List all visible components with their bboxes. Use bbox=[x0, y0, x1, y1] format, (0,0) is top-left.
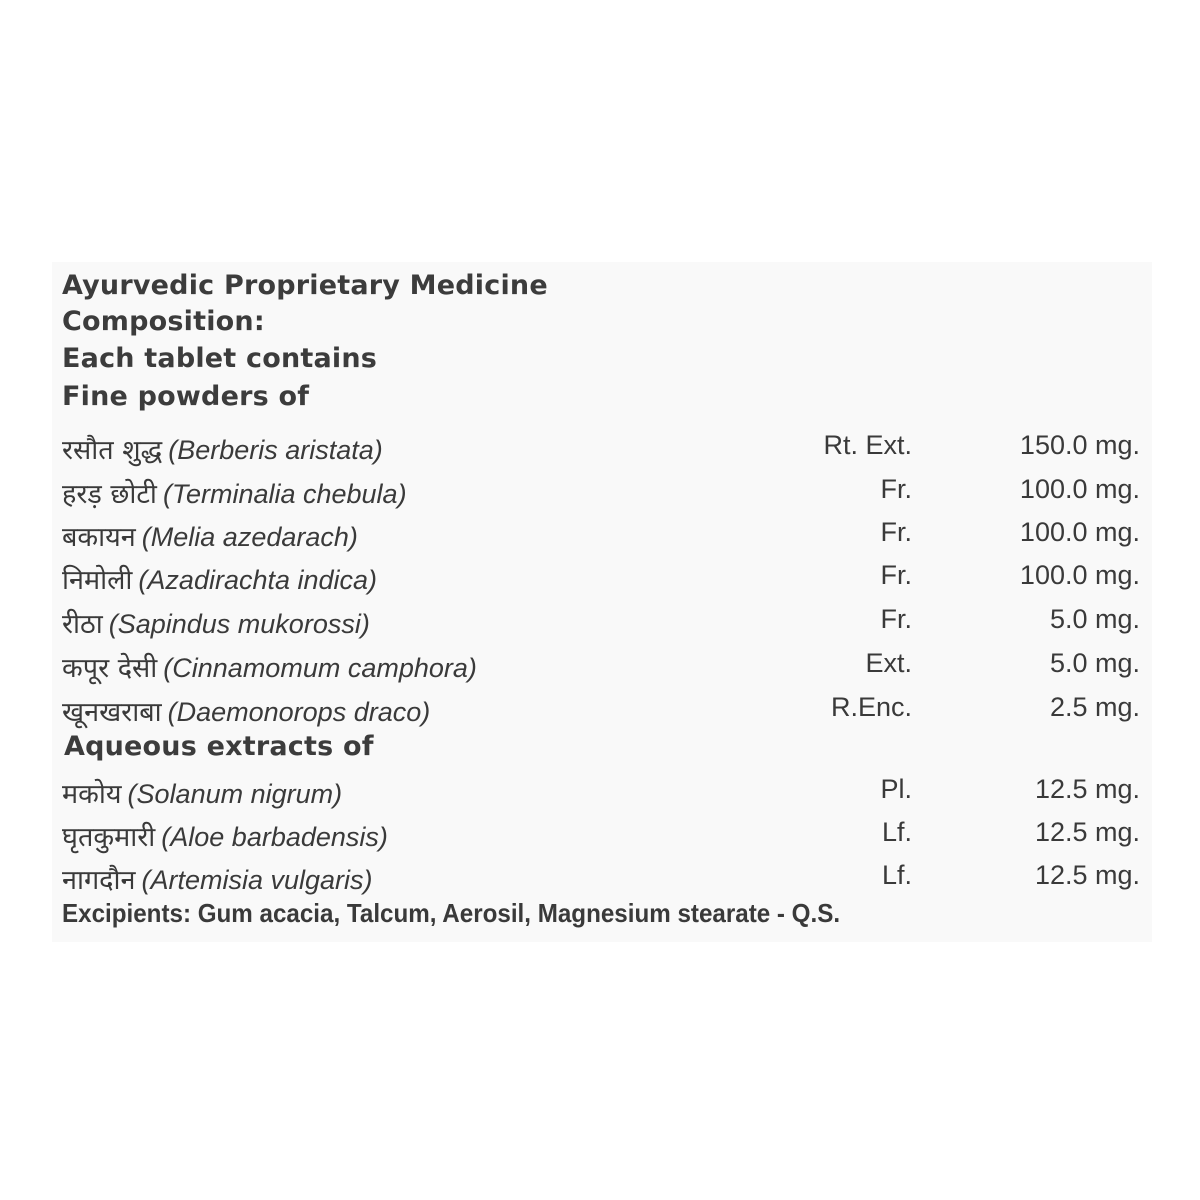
ingredient-quantity: 150.0 mg. bbox=[1019, 430, 1140, 460]
ingredient-part: Fr. bbox=[880, 474, 912, 504]
product-type-heading: Ayurvedic Proprietary Medicine bbox=[62, 270, 548, 301]
ingredient-row bbox=[62, 648, 1142, 688]
each-tablet-heading: Each tablet contains bbox=[62, 343, 378, 374]
ingredient-part: Fr. bbox=[880, 517, 912, 547]
ingredient-hindi-name: नागदौन bbox=[62, 865, 136, 896]
ingredient-quantity: 12.5 mg. bbox=[1034, 860, 1140, 890]
fine-powders-heading: Fine powders of bbox=[62, 381, 310, 412]
ingredient-hindi-name: घृतकुमारी bbox=[62, 822, 156, 853]
ingredient-quantity: 100.0 mg. bbox=[1019, 517, 1140, 547]
ingredient-row bbox=[62, 604, 1142, 644]
ingredient-latin-name: (Terminalia chebula) bbox=[162, 479, 407, 509]
ingredient-row bbox=[62, 560, 1142, 600]
ingredient-latin-name: (Solanum nigrum) bbox=[127, 779, 343, 809]
ingredient-hindi-name: कपूर देसी bbox=[62, 653, 158, 684]
ingredient-part: Ext. bbox=[865, 648, 912, 678]
ingredient-row bbox=[62, 517, 1142, 557]
ingredient-hindi-name: मकोय bbox=[62, 779, 122, 810]
ingredient-latin-name: (Berberis aristata) bbox=[168, 435, 383, 465]
ingredient-latin-name: (Sapindus mukorossi) bbox=[108, 609, 370, 639]
ingredient-hindi-name: बकायन bbox=[62, 522, 136, 553]
ingredient-latin-name: (Melia azedarach) bbox=[141, 522, 358, 552]
ingredient-row bbox=[62, 692, 1142, 732]
ingredient-quantity: 12.5 mg. bbox=[1034, 774, 1140, 804]
ingredient-quantity: 100.0 mg. bbox=[1019, 560, 1140, 590]
ingredient-quantity: 2.5 mg. bbox=[1049, 692, 1140, 722]
aqueous-extracts-heading: Aqueous extracts of bbox=[64, 731, 374, 762]
ingredient-latin-name: (Aloe barbadensis) bbox=[161, 822, 388, 852]
ingredient-latin-name: (Daemonorops draco) bbox=[167, 697, 431, 727]
ingredient-row bbox=[62, 817, 1142, 857]
composition-heading: Composition: bbox=[62, 306, 265, 337]
ingredient-part: Fr. bbox=[880, 604, 912, 634]
ingredient-part: Lf. bbox=[881, 817, 912, 847]
ingredient-hindi-name: खूनखराबा bbox=[62, 697, 162, 728]
ingredient-quantity: 5.0 mg. bbox=[1049, 648, 1140, 678]
ingredient-part: Pl. bbox=[880, 774, 912, 804]
ingredient-latin-name: (Azadirachta indica) bbox=[138, 565, 378, 595]
ingredient-part: R.Enc. bbox=[830, 692, 912, 722]
ingredient-hindi-name: रसौत शुद्ध bbox=[62, 435, 163, 466]
ingredient-row bbox=[62, 474, 1142, 514]
ingredient-row bbox=[62, 774, 1142, 814]
ingredient-row bbox=[62, 860, 1142, 900]
ingredient-part: Rt. Ext. bbox=[823, 430, 912, 460]
ingredient-quantity: 5.0 mg. bbox=[1049, 604, 1140, 634]
ingredient-hindi-name: रीठा bbox=[62, 609, 103, 640]
ingredient-row bbox=[62, 430, 1142, 470]
ingredient-part: Fr. bbox=[880, 560, 912, 590]
excipients-line: Excipients: Gum acacia, Talcum, Aerosil, Magnesium stearate - Q.S. bbox=[62, 898, 841, 928]
ingredient-quantity: 12.5 mg. bbox=[1034, 817, 1140, 847]
ingredient-latin-name: (Cinnamomum camphora) bbox=[163, 653, 477, 683]
ingredient-hindi-name: निमोली bbox=[62, 565, 133, 596]
ingredient-quantity: 100.0 mg. bbox=[1019, 474, 1140, 504]
ingredient-part: Lf. bbox=[881, 860, 912, 890]
ingredient-latin-name: (Artemisia vulgaris) bbox=[141, 865, 373, 895]
ingredient-hindi-name: हरड़ छोटी bbox=[62, 479, 157, 510]
